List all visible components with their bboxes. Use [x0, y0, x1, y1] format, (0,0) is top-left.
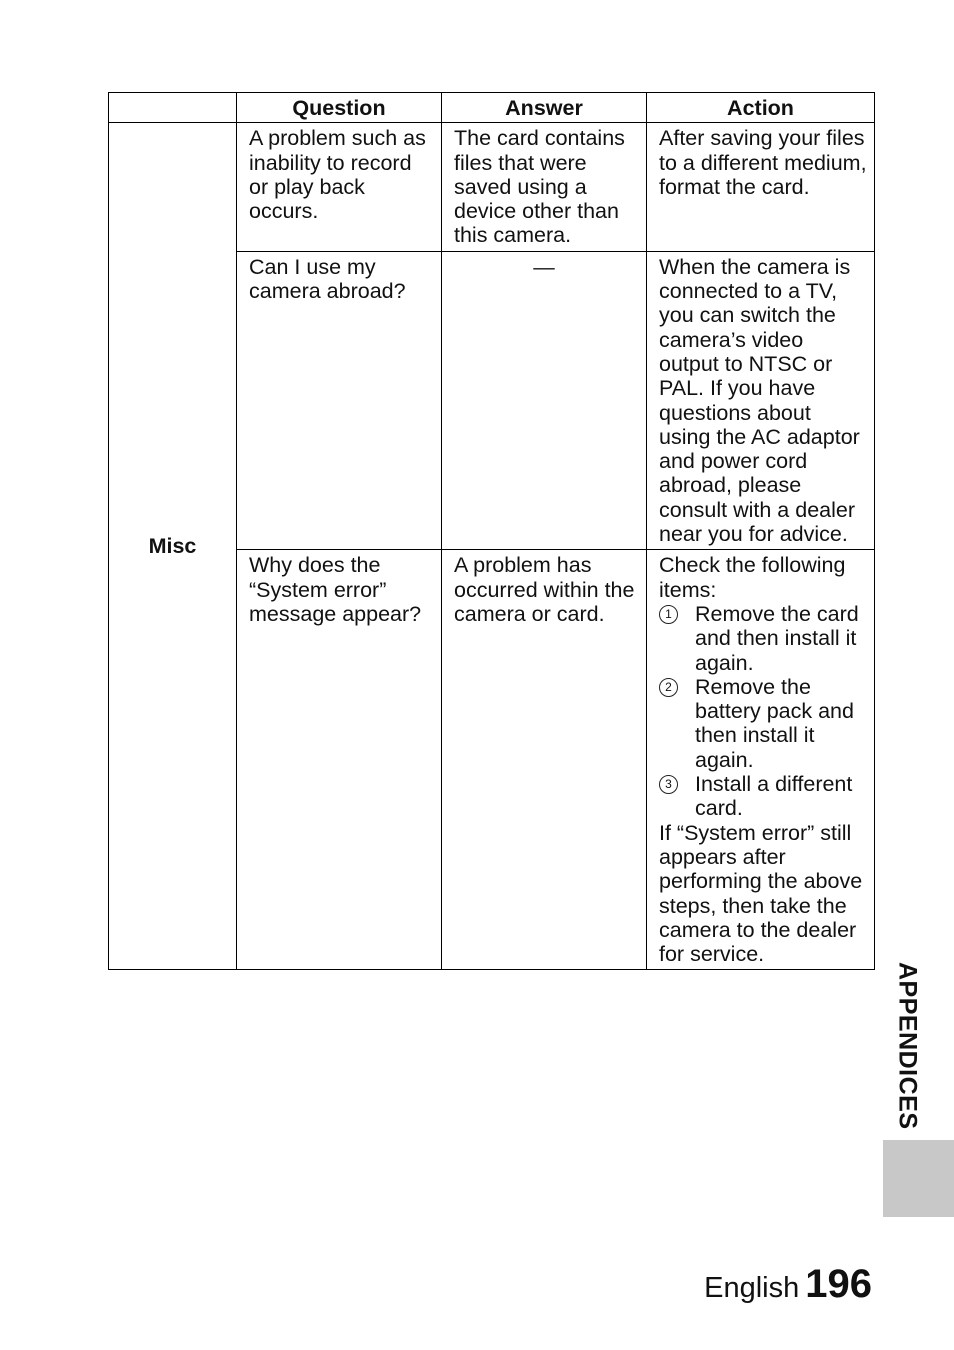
troubleshooting-table: [108, 92, 875, 970]
circled-number-icon: 2: [659, 678, 678, 697]
header-answer: Answer: [442, 93, 647, 123]
page-number: 196: [805, 1262, 872, 1306]
step-text: Remove the card and then install it again.: [695, 601, 859, 675]
circled-number-icon: 3: [659, 775, 678, 794]
list-item: [659, 675, 868, 772]
action-intro: Check the following items:: [659, 553, 846, 602]
list-item: [659, 772, 868, 821]
footer-language: English: [704, 1272, 800, 1304]
action-outro: If “System error” still appears after performing the above steps, then take the camera to the dealer for service.: [659, 820, 863, 967]
action-cell: [647, 550, 875, 970]
section-tab-marker: [883, 1140, 954, 1217]
circled-number-icon: 1: [659, 605, 678, 624]
list-item: [659, 602, 868, 675]
header-category: [109, 93, 237, 123]
question-cell: A problem such as inability to record or play back occurs.: [237, 123, 442, 251]
table-row: [109, 123, 875, 251]
section-side-label: [880, 960, 934, 1132]
action-cell: After saving your files to a different medium, format the card.: [647, 123, 875, 251]
category-cell: Misc: [109, 123, 237, 970]
question-cell: Why does the “System error” message appear?: [237, 550, 442, 970]
action-cell: When the camera is connected to a TV, you can switch the camera’s video output to NTSC or PAL. If you have questions about using the AC adaptor and power cord abroad, please consult with a dealer near you for advice.: [647, 251, 875, 550]
table-header-row: [109, 93, 875, 123]
answer-cell: A problem has occurred within the camera or card.: [442, 550, 647, 970]
question-cell: Can I use my camera abroad?: [237, 251, 442, 550]
step-text: Install a different card.: [695, 772, 853, 821]
header-action: Action: [647, 93, 875, 123]
page-footer: [704, 1262, 872, 1307]
answer-cell: The card contains files that were saved using a device other than this camera.: [442, 123, 647, 251]
step-text: Remove the battery pack and then install it again.: [695, 674, 854, 772]
section-label-text: APPENDICES: [893, 962, 922, 1130]
header-question: Question: [237, 93, 442, 123]
steps-list: [659, 602, 868, 821]
answer-cell: —: [442, 251, 647, 550]
